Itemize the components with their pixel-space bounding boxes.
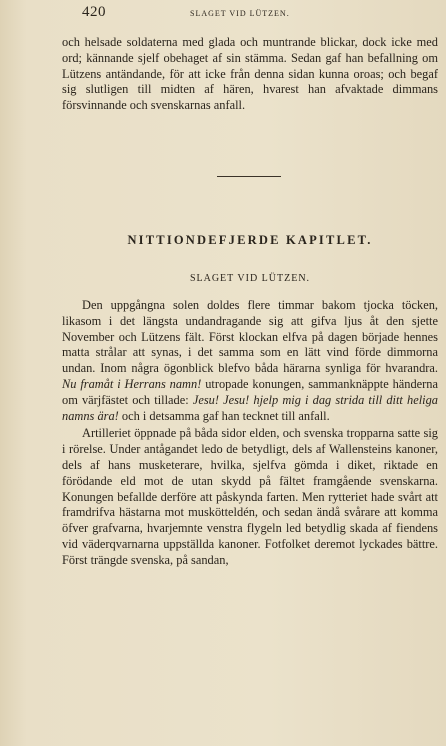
body-paragraph-2: Artilleriet öppnade på båda sidor elden, och svenska tropparna satte sig i rörelse. Under antågandet ledo de betydligt, dels af Wallensteins kanoner, dels af hans musketerare, hvilka, sjelfva gömda i diket, riktade en förödande eld mot de utan skydd på fältet framgående svenskarna. Konungen befallde derföre att påskynda farten. Men rytteriet hade svårt att framdrifva hästarna mot muskötteldén, och sedan ändå svårare att komma öfver grafvarna, hvarjemnte venstra flygeln led betydlig skada af fiendens vid väderqvarnarna uppställda kanoner. Fotfolket deremot lyckades bättre. Först trängde svenska, på sandan, xyxy=(62,426,438,567)
paragraph-1-text-b: utropade konungen, sammanknäppte händerna om värjfästet och tillade: xyxy=(62,376,438,407)
body-paragraph-1 xyxy=(62,298,438,424)
paragraph-1-italic-b: Jesu! Jesu! hjelp mig i dag strida till ditt heliga namns ära! xyxy=(62,392,438,423)
page-number: 420 xyxy=(82,4,106,20)
chapter-body xyxy=(62,298,438,569)
paragraph-1-text-a: Den uppgångna solen doldes flere timmar bakom tjocka töcken, likasom i det längsta undandragande sig att gifva ljus åt den sjette November och Lützens fält. Först klockan elfva på dagen började hennes matta strålar att synas, i det samma som en lätt vind förde dimmorna undan. Inom några ögonblick blefvo båda härarna synliga för hvarandra. xyxy=(62,298,438,376)
paragraph-1-text-c: och i detsamma gaf han tecknet till anfall. xyxy=(121,408,330,423)
chapter-title: NITTIONDEFJERDE KAPITLET. xyxy=(127,233,373,247)
lead-text-block xyxy=(62,35,438,114)
page-header xyxy=(0,2,446,24)
section-title: SLAGET VID LÜTZEN. xyxy=(189,273,311,284)
lead-paragraph: och helsade soldaterna med glada och muntrande blickar, dock icke med ord; kännande sjelf obehaget af sin stämma. Sedan gaf han befallning om Lützens antändande, för att icke från denna sidan kunna oroas; och begaf sig slutligen till midten af hären, hvarest han afvaktade dimmans försvinnande och svenskarnas anfall. xyxy=(62,35,438,113)
paragraph-1-italic-a: Nu framåt i Herrans namn! xyxy=(62,376,202,391)
running-head: SLAGET VID LÜTZEN. xyxy=(190,9,290,18)
section-divider xyxy=(217,176,281,177)
